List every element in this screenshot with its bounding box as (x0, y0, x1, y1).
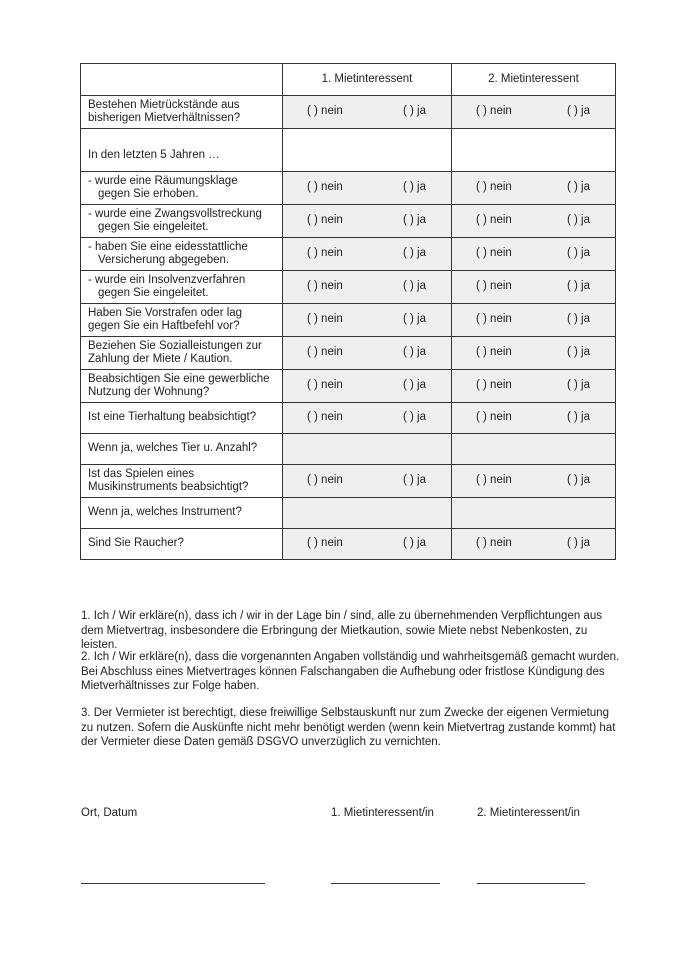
questionnaire-table (80, 63, 616, 560)
applicant-2-answer-cell (452, 403, 616, 434)
yes-no-options (459, 346, 608, 360)
declaration-2: 2. Ich / Wir erkläre(n), dass die vorgenannten Angaben vollständig und wahrheitsgemäß gemacht wurden. Bei Abschluss eines Mietvertrages können Falschangaben die Aufhebung oder fristlose Kündigung des Mietverhältnisses zur Folge haben. (81, 651, 620, 693)
applicant-1-answer-cell (283, 403, 452, 434)
applicant-2-text-field[interactable] (452, 498, 616, 529)
question-text-continued: gegen Sie ein Haftbefehl vor? (88, 320, 240, 332)
option-ja-checkbox[interactable]: ( ) ja (403, 214, 426, 227)
table-row (81, 465, 616, 498)
applicant-2-answer-cell (452, 205, 616, 238)
applicant-1-answer-cell (283, 337, 452, 370)
yes-no-options (290, 247, 444, 261)
option-nein-checkbox[interactable]: ( ) nein (476, 474, 512, 487)
option-nein-checkbox[interactable]: ( ) nein (476, 379, 512, 392)
question-cell (81, 96, 283, 129)
table-row (81, 96, 616, 129)
question-text: Wenn ja, welches Instrument? (88, 506, 242, 519)
option-ja-checkbox[interactable]: ( ) ja (567, 537, 590, 550)
question-text-continued: Nutzung der Wohnung? (88, 386, 210, 398)
yes-no-options (290, 411, 444, 425)
option-ja-checkbox[interactable]: ( ) ja (567, 346, 590, 359)
option-nein-checkbox[interactable]: ( ) nein (476, 247, 512, 260)
option-ja-checkbox[interactable]: ( ) ja (403, 247, 426, 260)
option-ja-checkbox[interactable]: ( ) ja (567, 105, 590, 118)
option-nein-checkbox[interactable]: ( ) nein (307, 280, 343, 293)
applicant-1-answer-cell (283, 205, 452, 238)
option-nein-checkbox[interactable]: ( ) nein (476, 537, 512, 550)
yes-no-options (459, 280, 608, 294)
yes-no-options (290, 379, 444, 393)
question-cell (81, 271, 283, 304)
question-text: Wenn ja, welches Tier u. Anzahl? (88, 442, 258, 455)
applicant-2-answer-cell (452, 370, 616, 403)
header-applicant-2: 2. Mietinteressent (452, 64, 616, 96)
question-text: - wurde ein Insolvenzverfahren (88, 273, 246, 286)
question-text-continued: gegen Sie erhoben. (98, 188, 199, 200)
question-text-continued: gegen Sie eingeleitet. (98, 287, 209, 299)
option-nein-checkbox[interactable]: ( ) nein (307, 537, 343, 550)
place-date-label: Ort, Datum (81, 807, 138, 819)
option-ja-checkbox[interactable]: ( ) ja (403, 537, 426, 550)
table-row (81, 434, 616, 465)
option-nein-checkbox[interactable]: ( ) nein (307, 313, 343, 326)
table-row (81, 337, 616, 370)
applicant-1-text-field[interactable] (283, 434, 452, 465)
question-text: Beabsichtigen Sie eine gewerbliche (88, 372, 270, 385)
yes-no-options (459, 181, 608, 195)
table-row (81, 370, 616, 403)
question-text-continued: Musikinstruments beabsichtigt? (88, 481, 249, 493)
option-ja-checkbox[interactable]: ( ) ja (403, 105, 426, 118)
yes-no-options (459, 247, 608, 261)
question-cell (81, 238, 283, 271)
yes-no-options (459, 379, 608, 393)
question-text: Ist das Spielen eines (88, 467, 195, 480)
question-text-continued: Zahlung der Miete / Kaution. (88, 353, 233, 365)
option-ja-checkbox[interactable]: ( ) ja (567, 379, 590, 392)
yes-no-options (290, 105, 444, 119)
question-cell (81, 434, 283, 465)
question-cell (81, 403, 283, 434)
applicant-1-answer-cell (283, 370, 452, 403)
table-row (81, 304, 616, 337)
applicant-2-answer-cell (452, 529, 616, 560)
yes-no-options (290, 346, 444, 360)
question-cell (81, 129, 283, 172)
option-nein-checkbox[interactable]: ( ) nein (307, 346, 343, 359)
table-row (81, 529, 616, 560)
option-nein-checkbox[interactable]: ( ) nein (307, 247, 343, 260)
table-row (81, 129, 616, 172)
option-ja-checkbox[interactable]: ( ) ja (567, 474, 590, 487)
option-nein-checkbox[interactable]: ( ) nein (476, 411, 512, 424)
question-cell (81, 205, 283, 238)
applicant-2-signature-label: 2. Mietinteressent/in (477, 807, 580, 819)
table-row (81, 205, 616, 238)
yes-no-options (290, 474, 444, 488)
question-cell (81, 304, 283, 337)
applicant-2-answer-cell (452, 271, 616, 304)
question-text: Bestehen Mietrückstände aus (88, 98, 240, 111)
table-row (81, 238, 616, 271)
question-text-continued: Versicherung abgegeben. (98, 254, 230, 266)
applicant-1-text-field[interactable] (283, 498, 452, 529)
applicant-1-answer-cell (283, 465, 452, 498)
question-text: Beziehen Sie Sozialleistungen zur (88, 339, 262, 352)
yes-no-options (459, 411, 608, 425)
applicant-1-answer-cell (283, 172, 452, 205)
option-ja-checkbox[interactable]: ( ) ja (403, 411, 426, 424)
question-text: - haben Sie eine eidesstattliche (88, 240, 248, 253)
question-cell (81, 337, 283, 370)
yes-no-options (290, 214, 444, 228)
yes-no-options (459, 537, 608, 551)
place-date-signature-line[interactable] (81, 883, 265, 884)
question-cell (81, 498, 283, 529)
header-applicant-1: 1. Mietinteressent (283, 64, 452, 96)
table-row (81, 403, 616, 434)
yes-no-options (459, 105, 608, 119)
question-cell (81, 529, 283, 560)
question-text: Haben Sie Vorstrafen oder lag (88, 306, 243, 319)
option-ja-checkbox[interactable]: ( ) ja (403, 181, 426, 194)
yes-no-options (290, 313, 444, 327)
yes-no-options (290, 280, 444, 294)
option-nein-checkbox[interactable]: ( ) nein (476, 105, 512, 118)
applicant-2-answer-cell (452, 337, 616, 370)
applicant-2-answer-cell (452, 304, 616, 337)
option-nein-checkbox[interactable]: ( ) nein (307, 105, 343, 118)
yes-no-options (459, 214, 608, 228)
declaration-3: 3. Der Vermieter ist berechtigt, diese freiwillige Selbstauskunft nur zum Zwecke der eigenen Vermietung zu nutzen. Sofern die Auskünfte nicht mehr benötigt werden (wenn kein Mietvertrag zustande kommt) hat der Vermieter diese Daten gemäß DSGVO unverzüglich zu vernichten. (81, 707, 616, 749)
question-text-continued: bisherigen Mietverhältnissen? (88, 112, 241, 124)
option-ja-checkbox[interactable]: ( ) ja (403, 474, 426, 487)
question-text: In den letzten 5 Jahren … (88, 149, 220, 162)
option-nein-checkbox[interactable]: ( ) nein (476, 214, 512, 227)
applicant-1-signature-label: 1. Mietinteressent/in (331, 807, 434, 819)
option-ja-checkbox[interactable]: ( ) ja (567, 411, 590, 424)
option-ja-checkbox[interactable]: ( ) ja (403, 346, 426, 359)
option-nein-checkbox[interactable]: ( ) nein (307, 379, 343, 392)
applicant-2-empty-cell (452, 129, 616, 172)
option-nein-checkbox[interactable]: ( ) nein (476, 313, 512, 326)
question-text: Ist eine Tierhaltung beabsichtigt? (88, 411, 257, 424)
question-text: Sind Sie Raucher? (88, 537, 184, 550)
option-ja-checkbox[interactable]: ( ) ja (567, 313, 590, 326)
applicant-1-answer-cell (283, 96, 452, 129)
declaration-1: 1. Ich / Wir erkläre(n), dass ich / wir in der Lage bin / sind, alle zu übernehmenden Verpflichtungen aus dem Mietvertrag, insbesondere die Erbringung der Mietkaution, sowie Miete nebst Nebenkosten, zu leisten. (81, 610, 602, 652)
question-cell (81, 172, 283, 205)
table-row (81, 271, 616, 304)
applicant-1-answer-cell (283, 304, 452, 337)
option-ja-checkbox[interactable]: ( ) ja (567, 214, 590, 227)
option-ja-checkbox[interactable]: ( ) ja (403, 313, 426, 326)
applicant-2-answer-cell (452, 96, 616, 129)
option-ja-checkbox[interactable]: ( ) ja (567, 280, 590, 293)
applicant-2-answer-cell (452, 465, 616, 498)
applicant-2-text-field[interactable] (452, 434, 616, 465)
header-question-cell (81, 64, 283, 96)
applicant-2-answer-cell (452, 172, 616, 205)
option-ja-checkbox[interactable]: ( ) ja (567, 247, 590, 260)
table-row (81, 498, 616, 529)
option-nein-checkbox[interactable]: ( ) nein (307, 411, 343, 424)
table-row (81, 172, 616, 205)
question-cell (81, 370, 283, 403)
applicant-2-answer-cell (452, 238, 616, 271)
yes-no-options (459, 474, 608, 488)
question-text: - wurde eine Räumungsklage (88, 174, 238, 187)
table-header-row (81, 64, 616, 96)
question-cell (81, 465, 283, 498)
applicant-1-empty-cell (283, 129, 452, 172)
option-nein-checkbox[interactable]: ( ) nein (476, 181, 512, 194)
option-nein-checkbox[interactable]: ( ) nein (476, 280, 512, 293)
question-text-continued: gegen Sie eingeleitet. (98, 221, 209, 233)
applicant-1-answer-cell (283, 238, 452, 271)
option-nein-checkbox[interactable]: ( ) nein (307, 474, 343, 487)
applicant-1-answer-cell (283, 529, 452, 560)
option-nein-checkbox[interactable]: ( ) nein (307, 181, 343, 194)
option-nein-checkbox[interactable]: ( ) nein (307, 214, 343, 227)
option-nein-checkbox[interactable]: ( ) nein (476, 346, 512, 359)
option-ja-checkbox[interactable]: ( ) ja (567, 181, 590, 194)
applicant-1-answer-cell (283, 271, 452, 304)
yes-no-options (290, 537, 444, 551)
yes-no-options (290, 181, 444, 195)
applicant-1-signature-line[interactable] (331, 883, 440, 884)
yes-no-options (459, 313, 608, 327)
option-ja-checkbox[interactable]: ( ) ja (403, 379, 426, 392)
applicant-2-signature-line[interactable] (477, 883, 585, 884)
option-ja-checkbox[interactable]: ( ) ja (403, 280, 426, 293)
question-text: - wurde eine Zwangsvollstreckung (88, 207, 262, 220)
